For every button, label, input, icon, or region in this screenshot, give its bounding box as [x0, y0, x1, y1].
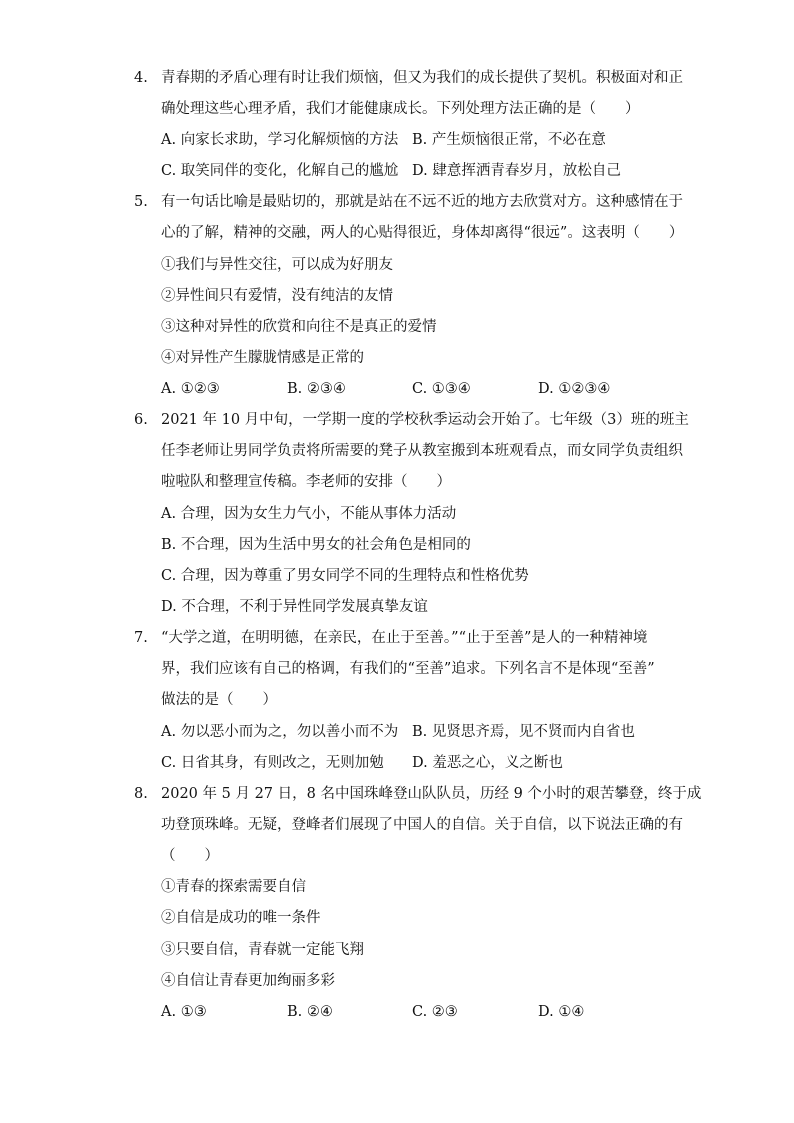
question-stem-line: 2020 年 5 月 27 日，8 名中国珠峰登山队队员，历经 9 个小时的艰苦攀登，终于成: [161, 786, 702, 802]
question-stem-line: “大学之道，在明明德，在亲民，在止于至善。”“止于至善”是人的一种精神境: [161, 630, 648, 646]
option-c: C. ①③④: [412, 381, 471, 397]
statement-2: ②自信是成功的唯一条件: [161, 910, 321, 926]
option-c: C. 合理，因为尊重了男女同学不同的生理特点和性格优势: [161, 568, 529, 584]
option-c: C. 取笑同伴的变化，化解自己的尴尬: [161, 163, 399, 179]
statement-1: ①我们与异性交往，可以成为好朋友: [161, 257, 393, 273]
statement-4: ④自信让青春更加绚丽多彩: [161, 973, 335, 989]
question-number: 5.: [134, 194, 148, 210]
question-number: 8.: [134, 786, 148, 802]
option-c: C. ②③: [412, 1004, 458, 1020]
statement-3: ③只要自信，青春就一定能飞翔: [161, 942, 364, 958]
option-b: B. ②④: [287, 1004, 333, 1020]
option-b: B. 见贤思齐焉，见不贤而内自省也: [412, 724, 635, 740]
option-a: A. 勿以恶小而为之，勿以善小而不为: [161, 724, 399, 740]
statement-4: ④对异性产生朦胧情感是正常的: [161, 350, 364, 366]
option-a: A. 合理，因为女生力气小，不能从事体力活动: [161, 506, 457, 522]
option-a: A. ①②③: [161, 381, 220, 397]
option-d: D. 羞恶之心，义之断也: [412, 755, 563, 771]
option-d: D. ①②③④: [538, 381, 611, 397]
question-stem-line: 青春期的矛盾心理有时让我们烦恼，但又为我们的成长提供了契机。积极面对和正: [161, 70, 683, 86]
question-stem-line: 做法的是（ ）: [161, 692, 277, 708]
statement-1: ①青春的探索需要自信: [161, 879, 306, 895]
question-stem-line: 界，我们应该有自己的格调，有我们的“至善”追求。下列名言不是体现“至善”: [161, 661, 655, 677]
question-stem-line: 功登顶珠峰。无疑，登峰者们展现了中国人的自信。关于自信，以下说法正确的有: [161, 817, 683, 833]
question-stem-line: 有一句话比喻是最贴切的，那就是站在不远不近的地方去欣赏对方。这种感情在于: [161, 194, 683, 210]
option-a: A. ①③: [161, 1004, 207, 1020]
option-d: D. 肆意挥洒青春岁月，放松自己: [412, 163, 621, 179]
question-stem-line: （ ）: [161, 848, 219, 864]
option-b: B. 不合理，因为生活中男女的社会角色是相同的: [161, 537, 471, 553]
question-stem-line: 确处理这些心理矛盾，我们才能健康成长。下列处理方法正确的是（ ）: [161, 101, 640, 117]
statement-3: ③这种对异性的欣赏和向往不是真正的爱情: [161, 319, 437, 335]
question-number: 4.: [134, 70, 148, 86]
option-b: B. 产生烦恼很正常，不必在意: [412, 132, 606, 148]
option-a: A. 向家长求助，学习化解烦恼的方法: [161, 132, 399, 148]
question-stem-line: 任李老师让男同学负责将所需要的凳子从教室搬到本班观看点，而女同学负责组织: [161, 443, 683, 459]
statement-2: ②异性间只有爱情，没有纯洁的友情: [161, 288, 393, 304]
option-d: D. ①④: [538, 1004, 585, 1020]
question-number: 6.: [134, 412, 148, 428]
question-stem-line: 啦啦队和整理宣传稿。李老师的安排（ ）: [161, 474, 451, 490]
question-stem-line: 心的了解，精神的交融，两人的心贴得很近，身体却离得“很远”。这表明（ ）: [161, 225, 684, 241]
option-c: C. 日省其身，有则改之，无则加勉: [161, 755, 384, 771]
option-d: D. 不合理，不利于异性同学发展真挚友谊: [161, 599, 428, 615]
question-stem-line: 2021 年 10 月中旬，一学期一度的学校秋季运动会开始了。七年级（3）班的班主: [161, 412, 689, 428]
option-b: B. ②③④: [287, 381, 346, 397]
question-number: 7.: [134, 630, 148, 646]
